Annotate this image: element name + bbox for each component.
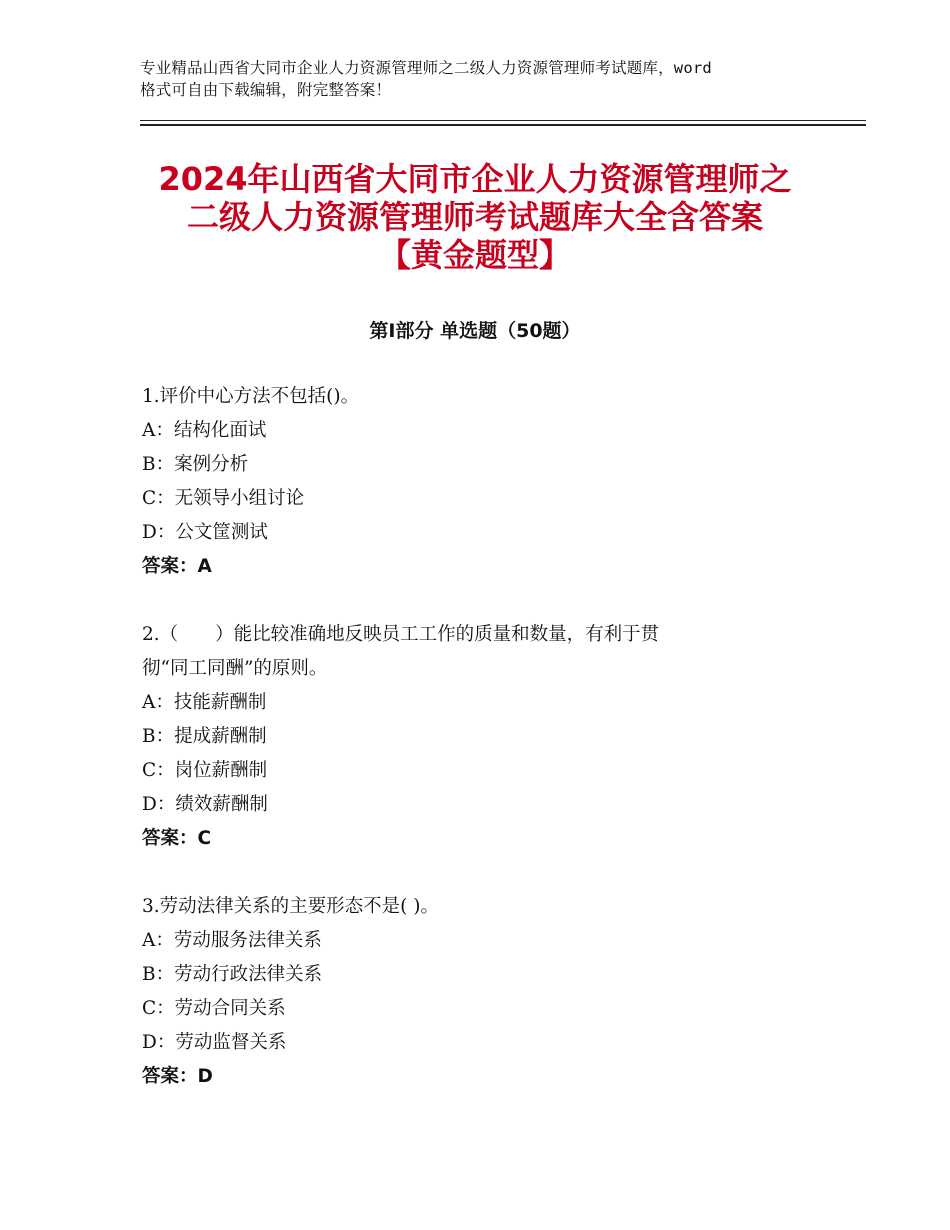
header-divider-thin bbox=[140, 120, 866, 121]
option-c: C：无领导小组讨论 bbox=[142, 488, 305, 509]
answer: 答案：A bbox=[142, 556, 212, 577]
answer: 答案：C bbox=[142, 828, 212, 849]
question-stem-line-2: 彻“同工同酬”的原则。 bbox=[142, 658, 328, 679]
option-b: B：案例分析 bbox=[142, 454, 249, 475]
title-line-2: 二级人力资源管理师考试题库大全含答案 bbox=[186, 198, 763, 236]
header-note-line-1: 专业精品山西省大同市企业人力资源管理师之二级人力资源管理师考试题库，word bbox=[140, 59, 712, 77]
section-title: 第Ⅰ部分 单选题（50题） bbox=[369, 320, 581, 342]
document-title bbox=[100, 160, 850, 274]
option-a: A：技能薪酬制 bbox=[142, 692, 267, 713]
option-d: D：劳动监督关系 bbox=[142, 1032, 287, 1053]
title-line-3: 【黄金题型】 bbox=[378, 236, 571, 274]
option-c: C：劳动合同关系 bbox=[142, 998, 286, 1019]
header-divider-thick bbox=[140, 124, 866, 126]
header-note bbox=[140, 57, 830, 101]
question-stem-line-1: 2.（ ）能比较准确地反映员工工作的质量和数量，有利于贯 bbox=[142, 624, 660, 645]
question-stem: 1.评价中心方法不包括()。 bbox=[142, 386, 360, 407]
option-a: A：劳动服务法律关系 bbox=[142, 930, 322, 951]
option-a: A：结构化面试 bbox=[142, 420, 267, 441]
question-3 bbox=[142, 890, 822, 1094]
option-d: D：公文筐测试 bbox=[142, 522, 268, 543]
answer: 答案：D bbox=[142, 1066, 213, 1087]
question-2 bbox=[142, 618, 822, 856]
option-b: B：提成薪酬制 bbox=[142, 726, 267, 747]
option-d: D：绩效薪酬制 bbox=[142, 794, 268, 815]
header-note-line-2: 格式可自由下载编辑，附完整答案！ bbox=[140, 81, 392, 99]
option-b: B：劳动行政法律关系 bbox=[142, 964, 323, 985]
title-line-1: 2024年山西省大同市企业人力资源管理师之 bbox=[158, 160, 792, 198]
question-1 bbox=[142, 380, 822, 584]
option-c: C：岗位薪酬制 bbox=[142, 760, 268, 781]
question-stem: 3.劳动法律关系的主要形态不是( )。 bbox=[142, 896, 439, 917]
